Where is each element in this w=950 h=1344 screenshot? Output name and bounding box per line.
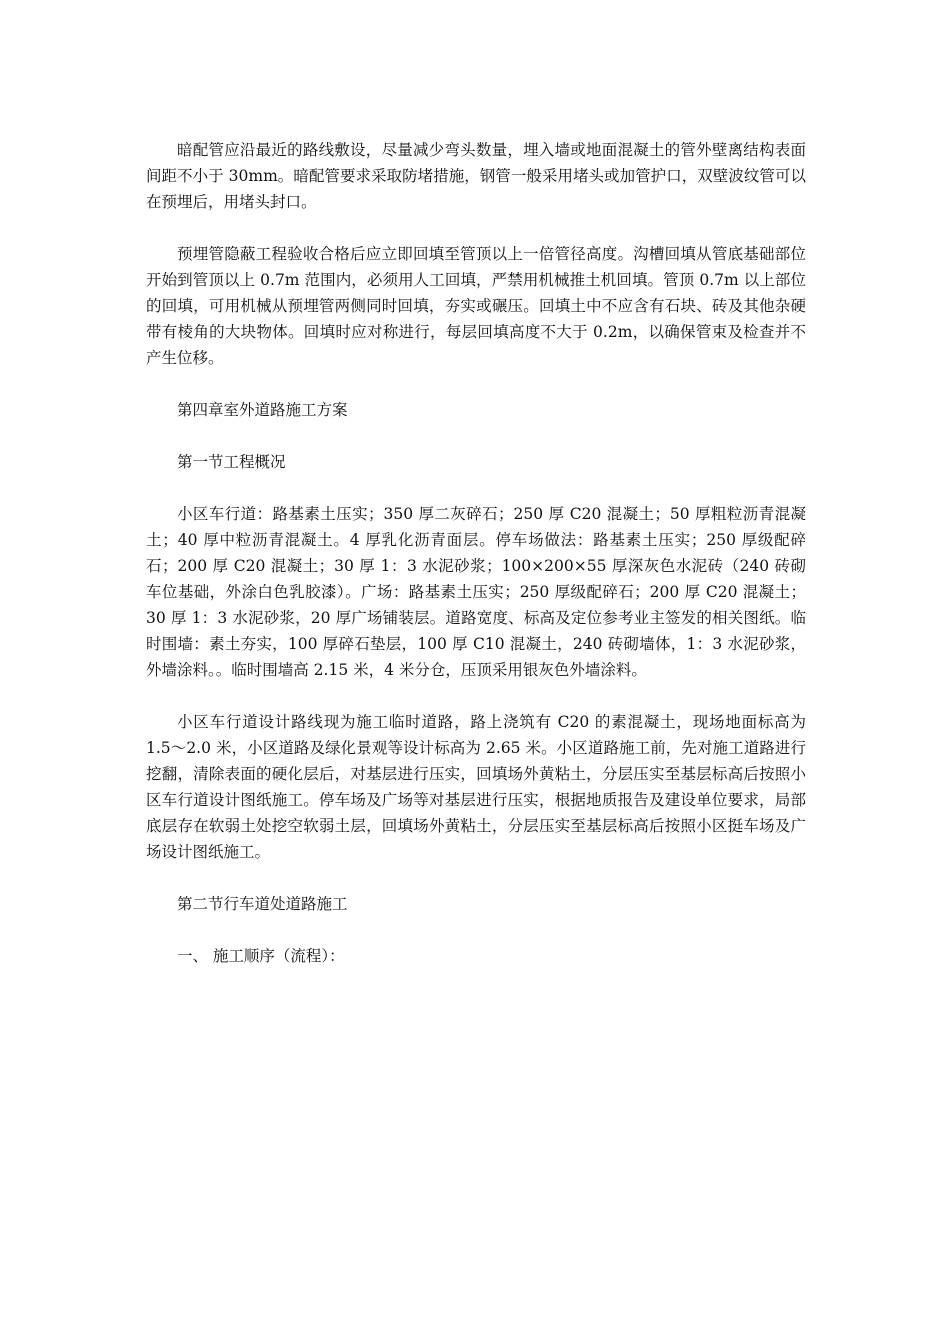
- subsection-heading-sequence: 一、 施工顺序（流程）：: [177, 947, 345, 965]
- paragraph-conduit-laying: 暗配管应沿最近的路线敷设，尽量减少弯头数量，埋入墙或地面混凝土的管外壁离结构表面间距不小于 30mm。暗配管要求采取防堵措施，钢管一般采用堵头或加管护口，双壁波纹管可以在预埋后，用堵头封口。: [146, 141, 806, 211]
- paragraph-road-construction: 小区车行道设计路线现为施工临时道路，路上浇筑有 C20 的素混凝土，现场地面标高为 1.5～2.0 米，小区道路及绿化景观等设计标高为 2.65 米。小区道路施工前，先对施工道路进行挖翻，清除表面的硬化层后，对基层进行压实，回填场外黄粘土，分层压实至基层标高后按照小区车行道设计图纸施工。停车场及广场等对基层进行压实，根据地质报告及建设单位要求，局部底层存在软弱土处挖空软弱土层，回填场外黄粘土，分层压实至基层标高后按照小区挺车场及广场设计图纸施工。: [146, 713, 806, 861]
- paragraph-road-layers: 小区车行道：路基素土压实；350 厚二灰碎石；250 厚 C20 混凝土；50 厚粗粒沥青混凝土；40 厚中粒沥青混凝土。4 厚乳化沥青面层。停车场做法：路基素土压实；250 厚级配碎石；200 厚 C20 混凝土；30 厚 1：3 水泥砂浆；100×200×55 厚深灰色水泥砖（240 砖砌车位基础，外涂白色乳胶漆）。广场：路基素土压实；250 厚级配碎石；200 厚 C20 混凝土；30 厚 1：3 水泥砂浆，20 厚广场铺装层。道路宽度、标高及定位参考业主签发的相关图纸。临时围墙：素土夯实，100 厚碎石垫层，100 厚 C10 混凝土，240 砖砌墙体，1：3 水泥砂浆，外墙涂料。。临时围墙高 2.15 米，4 米分仓，压顶采用银灰色外墙涂料。: [146, 505, 806, 679]
- section-heading-overview: 第一节工程概况: [177, 453, 286, 471]
- paragraph-backfill: 预埋管隐蔽工程验收合格后应立即回填至管顶以上一倍管径高度。沟槽回填从管底基础部位开始到管顶以上 0.7m 范围内，必须用人工回填，严禁用机械推土机回填。管顶 0.7m 以上部位的回填，可用机械从预埋管两侧同时回填，夯实或碾压。回填土中不应含有石块、砖及其他杂硬带有棱角的大块物体。回填时应对称进行，每层回填高度不大于 0.2m，以确保管束及检查并不产生位移。: [146, 245, 806, 367]
- document-body: [146, 137, 806, 995]
- chapter-heading: 第四章室外道路施工方案: [177, 401, 348, 419]
- section-heading-roadway: 第二节行车道处道路施工: [177, 895, 348, 913]
